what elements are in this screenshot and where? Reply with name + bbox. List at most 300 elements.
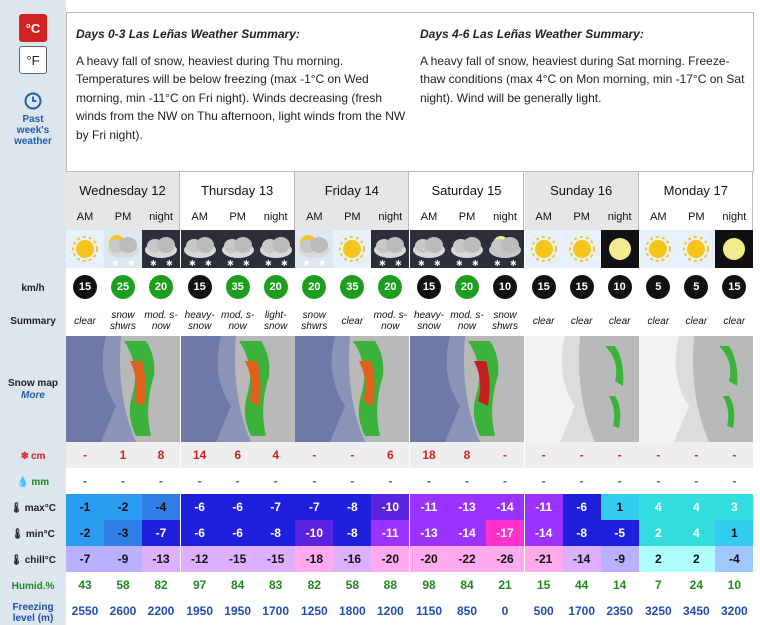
chill-temp: -7	[66, 546, 104, 572]
freezing-level: 1200	[376, 604, 404, 618]
thermometer-icon: 🌡	[11, 529, 24, 540]
chill-temp-row	[295, 546, 409, 572]
wind-speed: 20	[378, 275, 402, 299]
chill-temp: -22	[448, 546, 486, 572]
cloud-snow-icon	[448, 230, 486, 268]
svg-text:✱: ✱	[434, 259, 441, 268]
rain-mm: -	[617, 474, 622, 488]
min-temp: -5	[601, 520, 639, 546]
moon-icon	[601, 230, 639, 268]
humidity-row	[66, 572, 180, 598]
min-temp: -8	[333, 520, 371, 546]
svg-text:✱: ✱	[112, 259, 119, 268]
humidity-row	[181, 572, 295, 598]
max-temp-row	[295, 494, 409, 520]
max-temp: -13	[448, 494, 486, 520]
min-temp-row	[410, 520, 524, 546]
svg-text:✱: ✱	[379, 259, 387, 268]
wind-row	[639, 274, 753, 302]
snow-cm: -	[541, 448, 546, 462]
cloud-snow-icon	[219, 230, 257, 268]
humidity: 15	[536, 578, 551, 592]
svg-text:✱: ✱	[150, 259, 157, 268]
summary-box	[66, 12, 754, 172]
freezing-label-2: level (m)	[12, 613, 54, 624]
rain-mm: -	[273, 474, 278, 488]
weather-summary: snow shwrs	[109, 310, 137, 332]
rain-mm: -	[83, 474, 87, 488]
max-temp: -10	[371, 494, 409, 520]
sun-cloud-snow-icon	[104, 230, 142, 268]
summary-row	[181, 308, 295, 336]
svg-text:✱: ✱	[510, 259, 517, 268]
wind-speed: 15	[532, 275, 556, 299]
chill-temp: -20	[371, 546, 409, 572]
rain-mm-text: mm	[31, 477, 50, 488]
snow-cm-row	[181, 442, 295, 468]
clock-icon	[24, 92, 42, 110]
max-temp: -11	[525, 494, 563, 520]
time-label: AM	[306, 211, 323, 223]
freezing-level: 500	[533, 604, 554, 618]
humidity-row	[295, 572, 409, 598]
wind-speed: 20	[264, 275, 288, 299]
chill-label	[0, 555, 66, 566]
freezing-level: 1950	[186, 604, 213, 618]
snowflake-icon: ❄	[20, 451, 29, 462]
time-label: PM	[229, 211, 246, 223]
min-temp: -14	[525, 520, 563, 546]
max-temp-text: max°C	[24, 503, 56, 514]
min-temp: -11	[371, 520, 409, 546]
max-temp-label	[0, 503, 66, 514]
weather-summary: clear	[532, 315, 555, 327]
humidity: 84	[460, 578, 474, 592]
min-temp-row	[181, 520, 295, 546]
svg-text:✱: ✱	[456, 259, 463, 268]
wind-arrow-icon	[142, 274, 180, 300]
max-temp: -7	[295, 494, 333, 520]
weather-summary: clear	[570, 315, 593, 327]
rain-mm: -	[159, 474, 163, 488]
max-temp: -6	[219, 494, 257, 520]
freezing-level: 0	[501, 604, 509, 618]
celsius-button[interactable]: °C	[19, 14, 47, 42]
freezing-level: 2350	[606, 604, 634, 618]
snow-cm: -	[617, 448, 622, 462]
time-label: PM	[688, 211, 705, 223]
summary-left-title: Days 0-3 Las Leñas Weather Summary:	[76, 27, 300, 41]
rain-mm: -	[694, 474, 699, 488]
rain-mm: -	[350, 474, 355, 488]
freezing-level-row	[639, 598, 753, 624]
summary-row	[295, 308, 409, 336]
humidity: 58	[345, 578, 359, 592]
svg-text:✱: ✱	[226, 259, 234, 268]
chill-temp: -26	[486, 546, 524, 572]
sun-icon	[333, 230, 371, 268]
snow-cm: 6	[386, 448, 394, 462]
rain-mm: -	[388, 474, 393, 488]
day-column	[410, 172, 524, 625]
cloud-snow-icon	[181, 230, 219, 268]
weather-summary: snow shwrs	[491, 310, 519, 332]
summary-left	[76, 25, 406, 144]
day-name: Thursday 13	[181, 172, 295, 208]
freezing-level: 1150	[415, 604, 443, 618]
wind-arrow-icon	[410, 274, 448, 300]
thermometer-icon: 🌡	[10, 503, 23, 514]
max-temp: -6	[563, 494, 601, 520]
humidity: 82	[154, 578, 168, 592]
chill-temp: -21	[525, 546, 563, 572]
wind-speed: 35	[340, 275, 364, 299]
rain-mm: -	[579, 474, 584, 488]
snow-cm: -	[579, 448, 584, 462]
wind-row	[410, 274, 524, 302]
humidity: 21	[498, 578, 512, 592]
humidity: 24	[689, 578, 704, 592]
weather-summary: light-snow	[263, 310, 288, 332]
rain-mm-row	[410, 468, 524, 494]
weather-icons	[639, 230, 753, 268]
moon-snow-icon	[486, 230, 524, 268]
time-label: night	[722, 211, 747, 223]
summary-row	[410, 308, 524, 336]
sun-icon	[66, 230, 104, 268]
weather-summary: mod. s-now	[450, 310, 484, 332]
max-temp-row	[410, 494, 524, 520]
wind-speed: 15	[570, 275, 594, 299]
min-temp: -2	[66, 520, 104, 546]
rain-mm: -	[541, 474, 546, 488]
weather-summary: clear	[685, 315, 708, 327]
snow-cm-row	[525, 442, 639, 468]
max-temp: -1	[66, 494, 104, 520]
freezing-level-row	[525, 598, 639, 624]
cloud-snow-icon	[142, 230, 180, 268]
chill-temp: 2	[639, 546, 677, 572]
snow-cm: -	[350, 448, 355, 462]
min-temp-text: min°C	[25, 529, 55, 540]
freezing-level: 2600	[109, 604, 137, 618]
time-label: night	[149, 211, 173, 223]
time-periods	[181, 208, 295, 230]
humidity-row	[410, 572, 524, 598]
freezing-level: 850	[456, 604, 478, 618]
min-temp: -8	[563, 520, 601, 546]
chill-temp: -16	[333, 546, 371, 572]
chill-text: chill°C	[24, 555, 56, 566]
humidity: 43	[78, 578, 92, 592]
wind-arrow-icon	[66, 274, 104, 300]
time-label: AM	[191, 211, 208, 223]
wind-arrow-icon	[486, 274, 524, 300]
wind-arrow-icon	[219, 274, 257, 300]
freezing-level: 3200	[720, 604, 748, 618]
cloud-snow-icon	[371, 230, 409, 268]
svg-text:✱: ✱	[395, 259, 403, 268]
wind-arrow-icon	[715, 274, 753, 300]
humidity: 58	[116, 578, 130, 592]
weather-icons	[295, 230, 409, 268]
rain-mm: -	[656, 474, 661, 488]
humid-label: Humid.%	[11, 581, 55, 592]
wind-arrow-icon	[448, 274, 486, 300]
freezing-level: 1800	[338, 604, 366, 618]
wind-speed: 20	[302, 275, 326, 299]
freezing-level: 3450	[682, 604, 710, 618]
past-line2: week's	[16, 125, 50, 136]
min-temp: -3	[104, 520, 142, 546]
chill-temp-row	[639, 546, 753, 572]
rain-mm: -	[427, 474, 431, 488]
wind-arrow-icon	[563, 274, 601, 300]
wind-row	[525, 274, 639, 302]
snow-map[interactable]	[181, 336, 295, 442]
svg-text:✱: ✱	[204, 259, 212, 268]
wind-arrow-icon	[257, 274, 295, 300]
humidity: 84	[230, 578, 245, 592]
humidity: 10	[727, 578, 742, 592]
snow-cm-row	[295, 442, 409, 468]
past-weather-link[interactable]	[0, 92, 66, 147]
chill-temp: -12	[181, 546, 219, 572]
rain-mm: -	[235, 474, 240, 488]
max-temp-row	[639, 494, 753, 520]
snow-cm: 18	[422, 448, 436, 462]
chill-temp-row	[410, 546, 524, 572]
day-name: Wednesday 12	[66, 172, 180, 208]
min-temp: 4	[677, 520, 715, 546]
day-name: Saturday 15	[410, 172, 524, 208]
freezing-level-row	[66, 598, 180, 624]
time-label: PM	[114, 211, 132, 223]
sun-icon	[639, 230, 677, 268]
time-label: AM	[76, 211, 94, 223]
chill-temp: -18	[295, 546, 333, 572]
min-temp: -8	[257, 520, 295, 546]
snow-cm: -	[694, 448, 699, 462]
weather-summary: clear	[608, 315, 631, 327]
wind-speed: 15	[722, 275, 746, 299]
summary-left-text: A heavy fall of snow, heaviest during Thu morning. Temperatures will be below freezing (max -1°C on Wed morning, min -11°C on Fri night). Winds decreasing (fresh winds from the NW on Thu afternoon, light winds from the NW by Fri night).	[76, 53, 406, 142]
snow-cm: 8	[157, 448, 165, 462]
freezing-level: 1700	[568, 604, 596, 618]
thermometer-icon: 🌡	[10, 555, 23, 566]
chill-temp-row	[181, 546, 295, 572]
weather-summary: mod. s-now	[144, 310, 178, 332]
wind-speed: 10	[493, 275, 517, 299]
svg-text:✱: ✱	[280, 259, 288, 268]
wind-arrow-icon	[677, 274, 715, 300]
humidity: 88	[383, 578, 397, 592]
snow-map[interactable]	[66, 336, 180, 442]
rain-mm: -	[197, 474, 202, 488]
past-line1: Past	[22, 114, 44, 125]
max-temp: 4	[677, 494, 715, 520]
min-temp-row	[295, 520, 409, 546]
summary-label: Summary	[10, 316, 56, 327]
wind-speed: 20	[455, 275, 479, 299]
wind-row	[181, 274, 295, 302]
freezing-level-row	[410, 598, 524, 624]
weather-summary: heavy-snow	[413, 310, 444, 332]
max-temp: -8	[333, 494, 371, 520]
summary-row	[66, 308, 180, 336]
wind-arrow-icon	[639, 274, 677, 300]
rain-mm-row	[295, 468, 409, 494]
freezing-level: 1950	[224, 604, 251, 618]
max-temp: 1	[601, 494, 639, 520]
day-column	[639, 172, 753, 625]
wind-arrow-icon	[333, 274, 371, 300]
moon-icon	[715, 230, 753, 268]
snow-cm: 8	[463, 448, 471, 462]
snow-cm: -	[732, 448, 737, 462]
day-name: Monday 17	[639, 172, 753, 208]
rain-mm: -	[312, 474, 317, 488]
chill-temp: -9	[601, 546, 639, 572]
snow-cm-row	[639, 442, 753, 468]
weather-summary: clear	[647, 315, 670, 327]
weather-icons	[66, 230, 180, 268]
humidity: 97	[192, 578, 207, 592]
svg-text:✱: ✱	[494, 259, 501, 268]
snow-cm: 4	[272, 448, 279, 462]
sidebar	[0, 0, 66, 625]
time-periods	[66, 208, 180, 230]
time-periods	[525, 208, 639, 230]
snow-cm: 14	[192, 448, 207, 462]
rain-mm: -	[465, 474, 469, 488]
rain-mm-row	[181, 468, 295, 494]
snow-map[interactable]	[410, 336, 524, 442]
rain-mm: -	[732, 474, 737, 488]
snow-cm: -	[312, 448, 317, 462]
day-column	[295, 172, 409, 625]
freezing-level: 2550	[71, 604, 99, 618]
time-periods	[639, 208, 753, 230]
fahrenheit-button[interactable]: °F	[19, 46, 47, 74]
wind-speed: 35	[226, 275, 250, 299]
max-temp: -7	[257, 494, 295, 520]
wind-speed: 20	[149, 275, 173, 299]
humidity: 7	[655, 578, 662, 592]
max-temp: -6	[181, 494, 219, 520]
min-temp: -17	[486, 520, 524, 546]
min-temp-row	[639, 520, 753, 546]
max-temp-row	[66, 494, 180, 520]
snow-cm: 1	[119, 448, 127, 462]
rain-mm-row	[639, 468, 753, 494]
wind-speed: 15	[417, 275, 441, 299]
chill-temp: -15	[257, 546, 295, 572]
humidity-row	[525, 572, 639, 598]
time-label: PM	[458, 211, 476, 223]
snow-cm: 6	[234, 448, 241, 462]
weather-icons	[410, 230, 524, 268]
summary-right	[420, 25, 746, 107]
snow-map[interactable]	[525, 336, 639, 442]
snow-cm: -	[503, 448, 507, 462]
snow-cm-row	[66, 442, 180, 468]
svg-text:✱: ✱	[264, 259, 272, 268]
max-temp: 3	[715, 494, 753, 520]
chill-temp: -13	[142, 546, 180, 572]
svg-text:✱: ✱	[128, 259, 135, 268]
summary-row	[639, 308, 753, 336]
svg-text:✱: ✱	[303, 259, 311, 268]
chill-temp-row	[66, 546, 180, 572]
chill-temp: -14	[563, 546, 601, 572]
time-label: AM	[420, 211, 438, 223]
chill-temp: -9	[104, 546, 142, 572]
svg-text:✱: ✱	[472, 259, 479, 268]
weather-icons	[525, 230, 639, 268]
sun-icon	[525, 230, 563, 268]
weather-summary: clear	[723, 315, 746, 327]
snowmap-more-link[interactable]: More	[21, 390, 45, 401]
max-temp-row	[181, 494, 295, 520]
rain-mm-row	[525, 468, 639, 494]
wind-row	[295, 274, 409, 302]
min-temp-row	[66, 520, 180, 546]
snow-cm-row	[410, 442, 524, 468]
wind-label: km/h	[21, 283, 45, 294]
snow-cm: -	[83, 448, 87, 462]
weather-summary: mod. s-now	[373, 310, 407, 332]
weather-icons	[181, 230, 295, 268]
wind-speed: 5	[646, 275, 670, 299]
max-temp-row	[525, 494, 639, 520]
svg-text:✱: ✱	[188, 259, 196, 268]
min-temp: -7	[142, 520, 180, 546]
day-column	[66, 172, 180, 625]
chill-temp: -4	[715, 546, 753, 572]
min-temp: 2	[639, 520, 677, 546]
freezing-level: 1250	[300, 604, 328, 618]
humidity: 82	[307, 578, 321, 592]
rain-mm: -	[121, 474, 125, 488]
day-name: Sunday 16	[525, 172, 639, 208]
wind-arrow-icon	[181, 274, 219, 300]
snow-map[interactable]	[639, 336, 753, 442]
wind-speed: 25	[111, 275, 135, 299]
summary-right-title: Days 4-6 Las Leñas Weather Summary:	[420, 27, 644, 41]
time-label: AM	[535, 211, 552, 223]
cloud-snow-icon	[410, 230, 448, 268]
weather-summary: mod. s-now	[220, 310, 255, 332]
min-temp: -13	[410, 520, 448, 546]
min-temp: -6	[219, 520, 257, 546]
time-periods	[410, 208, 524, 230]
max-temp: -14	[486, 494, 524, 520]
snow-map[interactable]	[295, 336, 409, 442]
humidity: 14	[612, 578, 627, 592]
snow-cm-text: cm	[30, 451, 46, 462]
wind-speed: 15	[73, 275, 97, 299]
min-temp: -10	[295, 520, 333, 546]
wind-arrow-icon	[295, 274, 333, 300]
time-label: PM	[344, 211, 361, 223]
time-periods	[295, 208, 409, 230]
humidity: 83	[268, 578, 283, 592]
wind-arrow-icon	[371, 274, 409, 300]
freezing-label-1: Freezing	[12, 602, 54, 613]
weather-summary: snow shwrs	[301, 310, 328, 332]
forecast-main	[66, 0, 754, 625]
